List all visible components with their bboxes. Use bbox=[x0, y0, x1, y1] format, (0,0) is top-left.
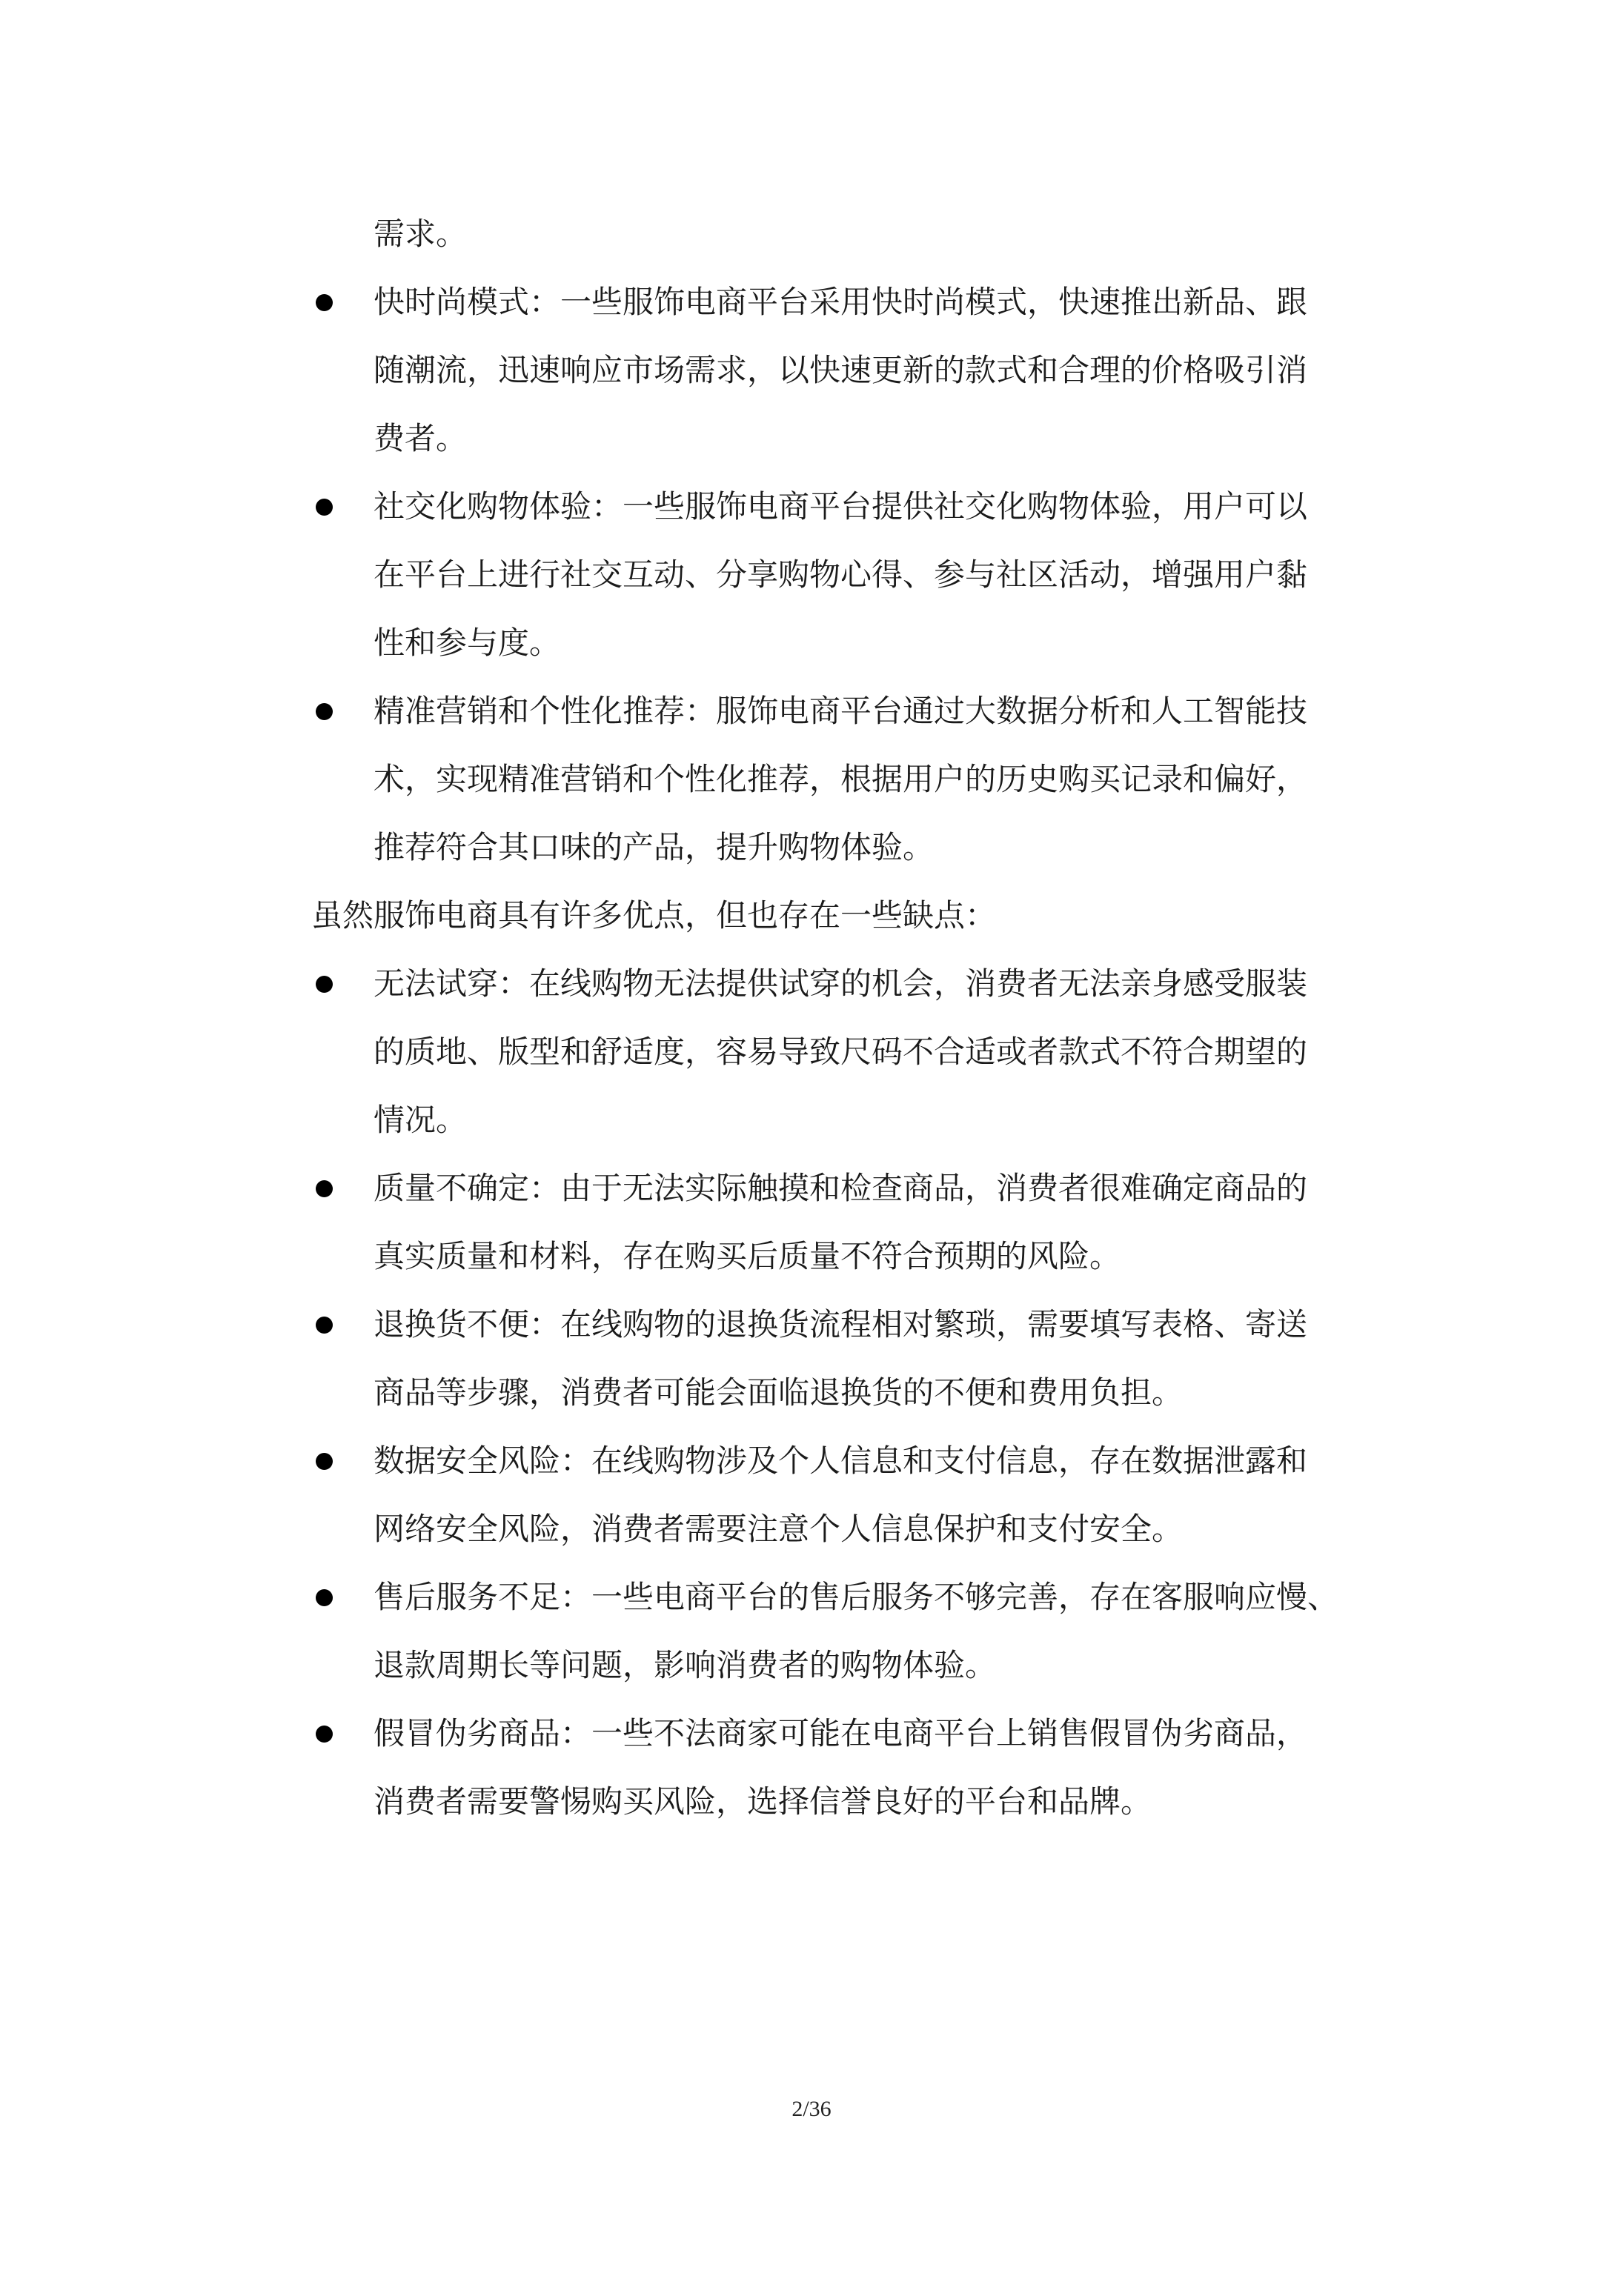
bullet-item bbox=[311, 1700, 1401, 1836]
bullet-line: 真实质量和材料，存在购买后质量不符合预期的风险。 bbox=[374, 1238, 1121, 1274]
bullet-line: 数据安全风险：在线购物涉及个人信息和支付信息，存在数据泄露和 bbox=[374, 1443, 1308, 1479]
bullet-item bbox=[311, 268, 1401, 473]
page-number: 2/36 bbox=[791, 2097, 832, 2121]
bullet-dot-icon bbox=[316, 1180, 333, 1197]
bullet-dot-icon bbox=[316, 499, 333, 516]
bullet-line: 术，实现精准营销和个性化推荐，根据用户的历史购买记录和偏好， bbox=[374, 761, 1308, 797]
bullet-item bbox=[311, 677, 1401, 882]
bullet-dot-icon bbox=[316, 1726, 333, 1743]
bullet-line: 无法试穿：在线购物无法提供试穿的机会，消费者无法亲身感受服装 bbox=[374, 965, 1308, 1002]
bullet-item bbox=[311, 1154, 1401, 1291]
bullet-dot-icon bbox=[316, 703, 333, 720]
body-paragraph bbox=[311, 882, 1401, 950]
bullet-line: 消费者需要警惕购买风险，选择信誉良好的平台和品牌。 bbox=[374, 1783, 1152, 1820]
bullet-line: 随潮流，迅速响应市场需求，以快速更新的款式和合理的价格吸引消 bbox=[374, 352, 1308, 388]
bullet-line: 网络安全风险，消费者需要注意个人信息保护和支付安全。 bbox=[374, 1511, 1184, 1547]
bullet-item bbox=[311, 1291, 1401, 1427]
bullet-line: 退款周期长等问题，影响消费者的购物体验。 bbox=[374, 1647, 997, 1683]
bullet-dot-icon bbox=[316, 1453, 333, 1470]
paragraph-line: 虽然服饰电商具有许多优点，但也存在一些缺点： bbox=[311, 897, 997, 934]
bullet-line: 假冒伪劣商品：一些不法商家可能在电商平台上销售假冒伪劣商品， bbox=[374, 1715, 1308, 1751]
continuation-text: 需求。 bbox=[374, 216, 468, 252]
bullet-line: 退换货不便：在线购物的退换货流程相对繁琐，需要填写表格、寄送 bbox=[374, 1306, 1308, 1342]
bullet-line: 售后服务不足：一些电商平台的售后服务不够完善，存在客服响应慢、 bbox=[374, 1579, 1339, 1615]
bullet-item bbox=[311, 473, 1401, 677]
bullet-line: 在平台上进行社交互动、分享购物心得、参与社区活动，增强用户黏 bbox=[374, 556, 1308, 593]
page-content bbox=[311, 200, 1401, 1836]
bullet-line: 质量不确定：由于无法实际触摸和检查商品，消费者很难确定商品的 bbox=[374, 1170, 1308, 1206]
bullet-dot-icon bbox=[316, 294, 333, 311]
bullet-line: 商品等步骤，消费者可能会面临退换货的不便和费用负担。 bbox=[374, 1374, 1184, 1411]
bullet-line: 快时尚模式：一些服饰电商平台采用快时尚模式，快速推出新品、跟 bbox=[374, 284, 1308, 320]
bullet-item bbox=[311, 950, 1401, 1154]
bullet-dot-icon bbox=[316, 976, 333, 993]
bullet-dot-icon bbox=[316, 1589, 333, 1606]
bullet-line: 性和参与度。 bbox=[374, 625, 561, 661]
bullet-line: 推荐符合其口味的产品，提升购物体验。 bbox=[374, 829, 935, 865]
bullet-item bbox=[311, 1563, 1401, 1700]
bullet-line: 费者。 bbox=[374, 420, 468, 456]
bullet-line: 的质地、版型和舒适度，容易导致尺码不合适或者款式不符合期望的 bbox=[374, 1034, 1308, 1070]
bullet-item bbox=[311, 1427, 1401, 1563]
bullet-line: 社交化购物体验：一些服饰电商平台提供社交化购物体验，用户可以 bbox=[374, 488, 1308, 525]
bullet-line: 精准营销和个性化推荐：服饰电商平台通过大数据分析和人工智能技 bbox=[374, 693, 1308, 729]
bullet-dot-icon bbox=[316, 1317, 333, 1334]
bullet-line: 情况。 bbox=[374, 1102, 468, 1138]
